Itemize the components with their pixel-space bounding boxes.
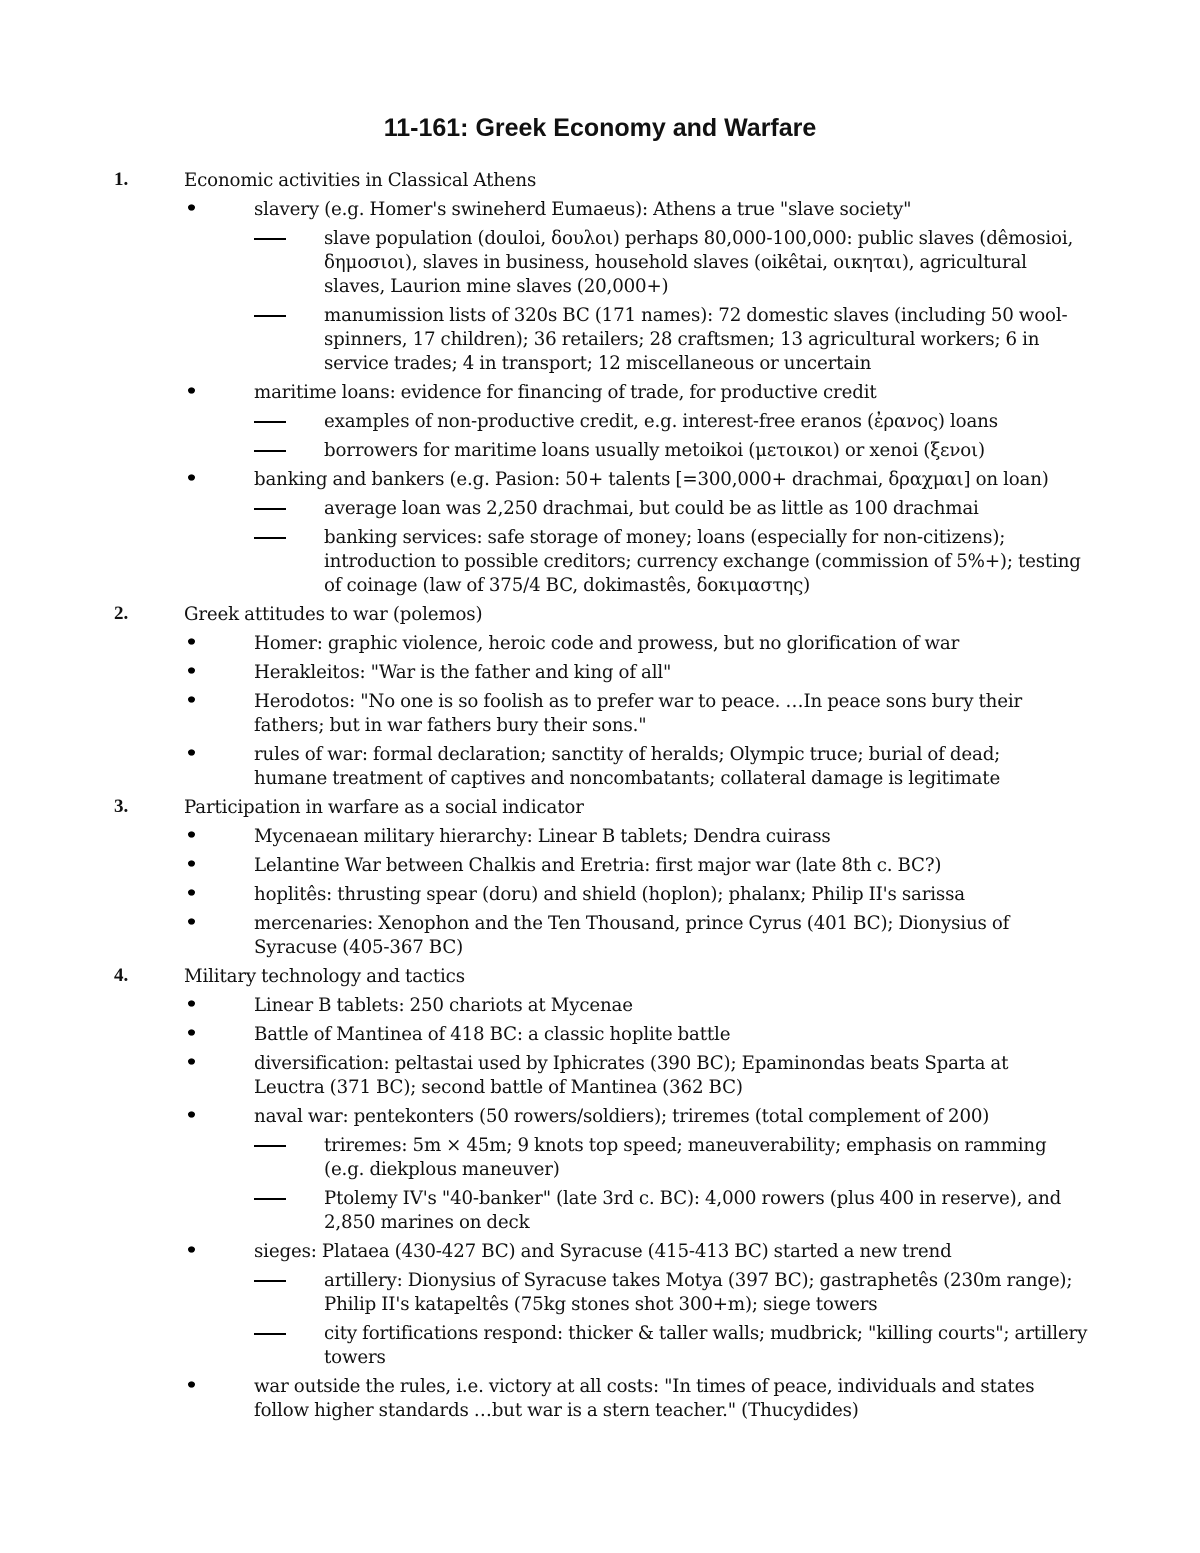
bullet-item: [254, 1374, 1060, 1427]
bullet-text: Mycenaean military hierarchy: Linear B tablets; Dendra cuirass: [254, 826, 831, 847]
outline-section: [0, 795, 1200, 964]
bullet-item: [254, 993, 1060, 1022]
bullet-text: slavery (e.g. Homer's swineherd Eumaeus): Athens a true "slave society": [254, 199, 912, 220]
bullet-item: [254, 882, 1060, 911]
outline-section: [0, 602, 1200, 795]
bullet-icon: [188, 387, 195, 393]
bullet-text: Homer: graphic violence, heroic code and prowess, but no glorification of war: [254, 633, 960, 654]
section-heading: Participation in warfare as a social indicator: [184, 797, 584, 818]
sub-item-text: manumission lists of 320s BC (171 names): 72 domestic slaves (including 50 wool-spinners, 17 children); 36 retailers; 28 craftsmen; 13 agricultural workers; 6 in service trades; 4 in transport; 12 miscellaneous or uncertain: [324, 305, 1068, 374]
bullet-icon: [188, 1111, 195, 1117]
outline-section: [0, 964, 1200, 1427]
sub-item-text: triremes: 5m × 45m; 9 knots top speed; maneuverability; emphasis on ramming (e.g. diekplous maneuver): [324, 1135, 1047, 1180]
bullet-text: Linear B tablets: 250 chariots at Mycenae: [254, 995, 633, 1016]
dash-icon: [254, 508, 286, 510]
bullet-item: [254, 467, 1060, 496]
section-number: 4.: [114, 965, 129, 986]
bullet-item: [254, 853, 1060, 882]
bullet-item: [254, 660, 1060, 689]
sub-item-text: examples of non-productive credit, e.g. interest-free eranos (ἐρανος) loans: [324, 411, 998, 432]
bullet-text: diversification: peltastai used by Iphicrates (390 BC); Epaminondas beats Sparta at Leuctra (371 BC); second battle of Mantinea (362 BC): [254, 1053, 1009, 1098]
dash-icon: [254, 1280, 286, 1282]
sub-item-text: borrowers for maritime loans usually metoikoi (μετοικοι) or xenoi (ξενοι): [324, 440, 985, 461]
bullet-icon: [188, 204, 195, 210]
bullet-icon: [188, 918, 195, 924]
dash-icon: [254, 537, 286, 539]
bullet-item: [254, 911, 1060, 964]
sub-item-text: average loan was 2,250 drachmai, but could be as little as 100 drachmai: [324, 498, 979, 519]
bullet-text: naval war: pentekonters (50 rowers/soldiers); triremes (total complement of 200): [254, 1106, 990, 1127]
bullet-text: Battle of Mantinea of 418 BC: a classic hoplite battle: [254, 1024, 731, 1045]
section-number: 3.: [114, 796, 129, 817]
bullet-icon: [188, 696, 195, 702]
sub-item-text: city fortifications respond: thicker & taller walls; mudbrick; "killing courts"; artillery towers: [324, 1323, 1088, 1368]
bullet-text: Herakleitos: "War is the father and king of all": [254, 662, 672, 683]
dash-icon: [254, 1198, 286, 1200]
sub-item-text: banking services: safe storage of money; loans (especially for non-citizens); introduction to possible creditors; currency exchange (commission of 5%+); testing of coinage (law of 375/4 BC, dokimastês, δοκιμαστης): [324, 527, 1081, 596]
sub-item: [324, 1133, 1090, 1186]
bullet-item: [254, 824, 1060, 853]
bullet-icon: [188, 474, 195, 480]
bullet-item: [254, 742, 1060, 795]
bullet-icon: [188, 749, 195, 755]
bullet-text: maritime loans: evidence for financing of trade, for productive credit: [254, 382, 877, 403]
section-heading: Greek attitudes to war (polemos): [184, 604, 483, 625]
bullet-text: war outside the rules, i.e. victory at all costs: "In times of peace, individuals and states follow higher standards …but war is a stern teacher." (Thucydides): [254, 1376, 1035, 1421]
bullet-text: banking and bankers (e.g. Pasion: 50+ talents [=300,000+ drachmai, δραχμαι] on loan): [254, 469, 1049, 490]
sub-item: [324, 496, 1090, 525]
bullet-item: [254, 1051, 1060, 1104]
sub-item: [324, 1186, 1090, 1239]
sub-item: [324, 1268, 1090, 1321]
bullet-text: sieges: Plataea (430-427 BC) and Syracuse (415-413 BC) started a new trend: [254, 1241, 952, 1262]
bullet-item: [254, 380, 1060, 409]
dash-icon: [254, 315, 286, 317]
bullet-icon: [188, 860, 195, 866]
sub-item-text: slave population (douloi, δουλοι) perhaps 80,000-100,000: public slaves (dêmosioi, δημοσιοι), slaves in business, household slaves (oikêtai, οικηται), agricultural slaves, Laurion mine slaves (20,000+): [324, 228, 1074, 297]
sub-item: [324, 226, 1090, 303]
section-number: 1.: [114, 169, 129, 190]
bullet-text: hoplitês: thrusting spear (doru) and shield (hoplon); phalanx; Philip II's sarissa: [254, 884, 965, 905]
bullet-item: [254, 1022, 1060, 1051]
bullet-item: [254, 631, 1060, 660]
bullet-icon: [188, 1058, 195, 1064]
section-heading: Military technology and tactics: [184, 966, 465, 987]
dash-icon: [254, 1145, 286, 1147]
dash-icon: [254, 421, 286, 423]
bullet-item: [254, 1104, 1060, 1133]
dash-icon: [254, 450, 286, 452]
dash-icon: [254, 1333, 286, 1335]
section-heading: Economic activities in Classical Athens: [184, 170, 537, 191]
sub-item: [324, 1321, 1090, 1374]
outline-section: [0, 168, 1200, 602]
bullet-item: [254, 689, 1060, 742]
bullet-icon: [188, 1029, 195, 1035]
bullet-icon: [188, 1381, 195, 1387]
bullet-icon: [188, 1000, 195, 1006]
bullet-icon: [188, 831, 195, 837]
sub-item: [324, 409, 1090, 438]
outline-list: [0, 168, 1200, 1427]
sub-item: [324, 525, 1090, 602]
bullet-item: [254, 197, 1060, 226]
bullet-icon: [188, 889, 195, 895]
section-number: 2.: [114, 603, 129, 624]
bullet-text: rules of war: formal declaration; sanctity of heralds; Olympic truce; burial of dead; humane treatment of captives and noncombatants; collateral damage is legitimate: [254, 744, 1001, 789]
dash-icon: [254, 238, 286, 240]
bullet-icon: [188, 638, 195, 644]
sub-item: [324, 438, 1090, 467]
bullet-text: Lelantine War between Chalkis and Eretria: first major war (late 8th c. BC?): [254, 855, 942, 876]
sub-item-text: artillery: Dionysius of Syracuse takes Motya (397 BC); gastraphetês (230m range); Philip II's katapeltês (75kg stones shot 300+m); siege towers: [324, 1270, 1073, 1315]
bullet-icon: [188, 667, 195, 673]
bullet-text: mercenaries: Xenophon and the Ten Thousand, prince Cyrus (401 BC); Dionysius of Syracuse (405-367 BC): [254, 913, 1010, 958]
bullet-item: [254, 1239, 1060, 1268]
bullet-icon: [188, 1246, 195, 1252]
sub-item-text: Ptolemy IV's "40-banker" (late 3rd c. BC): 4,000 rowers (plus 400 in reserve), and 2,850 marines on deck: [324, 1188, 1062, 1233]
page-title: 11-161: Greek Economy and Warfare: [383, 114, 817, 142]
sub-item: [324, 303, 1090, 380]
bullet-text: Herodotos: "No one is so foolish as to prefer war to peace. …In peace sons bury their fathers; but in war fathers bury their sons.": [254, 691, 1023, 736]
